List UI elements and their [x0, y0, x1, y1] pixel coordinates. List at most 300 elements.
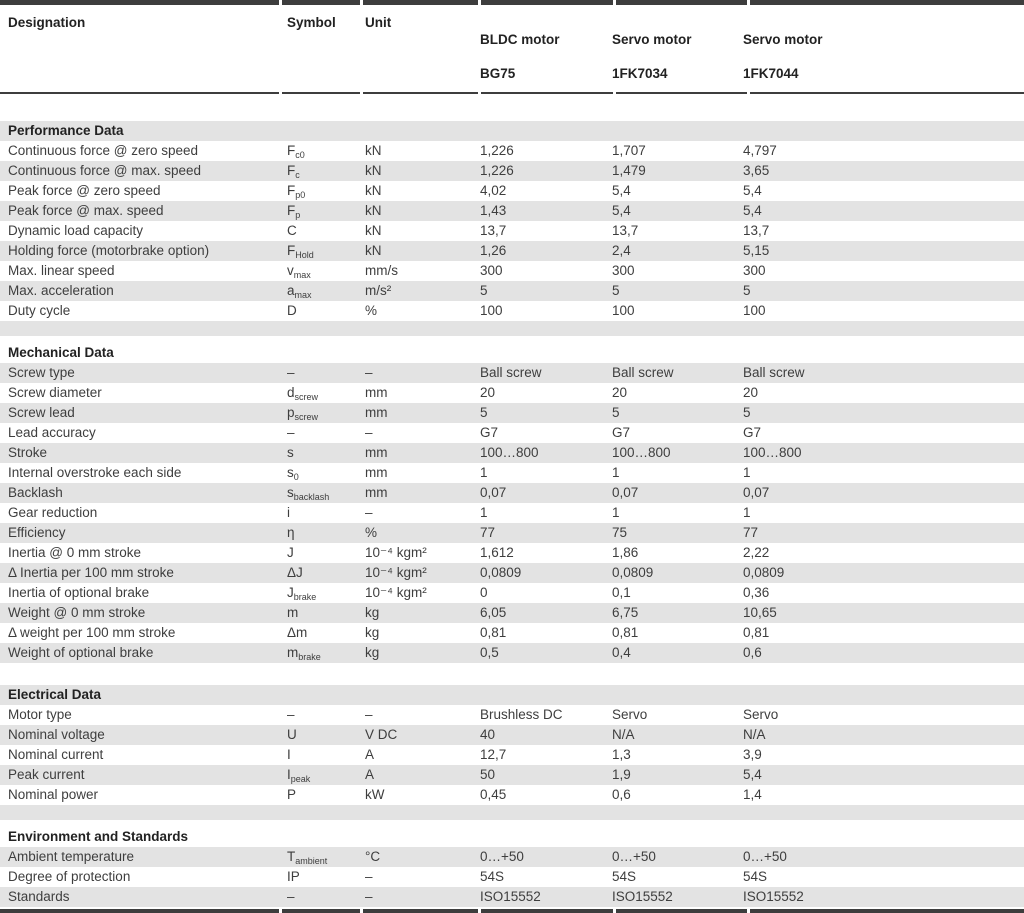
motor-name: Servo motor — [743, 32, 823, 47]
value-cell-bldc-bg75: 77 — [480, 525, 496, 540]
value-cell-servo-1fk7034: 2,4 — [612, 243, 631, 258]
designation-cell: Dynamic load capacity — [8, 223, 144, 238]
unit-cell: mm — [365, 385, 388, 400]
symbol-subscript: screw — [294, 412, 319, 422]
symbol-cell — [279, 745, 357, 765]
spec-row — [0, 583, 1024, 603]
value-cell-bldc-bg75: 6,05 — [480, 605, 507, 620]
section-title: Environment and Standards — [8, 829, 189, 844]
rule-segment — [363, 0, 478, 5]
symbol-base: I — [287, 747, 291, 762]
value-cell-servo-1fk7034: 1 — [612, 465, 620, 480]
symbol-subscript: Hold — [295, 250, 314, 260]
value-cell-servo-1fk7034: Ball screw — [612, 365, 674, 380]
designation-cell: Holding force (motorbrake option) — [8, 243, 210, 258]
symbol-subscript: 0 — [293, 472, 299, 482]
unit-cell: – — [365, 707, 373, 722]
section-title: Mechanical Data — [8, 345, 114, 360]
symbol-base: s — [287, 465, 294, 480]
rule-segment — [0, 909, 279, 913]
value-cell-bldc-bg75: 1,226 — [480, 143, 514, 158]
value-cell-servo-1fk7034: N/A — [612, 727, 635, 742]
rule-segment — [282, 0, 360, 5]
value-cell-servo-1fk7044: N/A — [743, 727, 766, 742]
value-cell-servo-1fk7044: 0,36 — [743, 585, 770, 600]
designation-cell: Backlash — [8, 485, 63, 500]
symbol-base: d — [287, 385, 295, 400]
spec-row — [0, 523, 1024, 543]
symbol-base: m — [287, 605, 299, 620]
spec-row — [0, 705, 1024, 725]
unit-cell: kN — [365, 223, 382, 238]
symbol-base: m — [287, 645, 299, 660]
symbol-cell — [279, 483, 357, 503]
value-cell-servo-1fk7034: 0,4 — [612, 645, 631, 660]
symbol-base: – — [287, 365, 295, 380]
top-rule — [0, 0, 1024, 5]
spec-row — [0, 887, 1024, 907]
spec-row — [0, 745, 1024, 765]
value-cell-servo-1fk7044: 0,0809 — [743, 565, 785, 580]
symbol-subscript: ambient — [295, 856, 328, 866]
spec-row — [0, 363, 1024, 383]
designation-cell: Efficiency — [8, 525, 66, 540]
motor-model: 1FK7044 — [743, 66, 799, 81]
designation-cell: Ambient temperature — [8, 849, 135, 864]
value-cell-bldc-bg75: 0,07 — [480, 485, 507, 500]
value-cell-bldc-bg75: 100 — [480, 303, 503, 318]
value-cell-servo-1fk7044: 10,65 — [743, 605, 777, 620]
rule-segment — [616, 909, 747, 913]
spec-row — [0, 443, 1024, 463]
column-header-bldc-bg75 — [472, 14, 604, 82]
value-cell-servo-1fk7034: 5,4 — [612, 183, 631, 198]
designation-cell: Nominal current — [8, 747, 104, 762]
rule-segment — [282, 92, 360, 94]
symbol-subscript: peak — [290, 774, 311, 784]
spec-row — [0, 725, 1024, 745]
value-cell-servo-1fk7034: 0,81 — [612, 625, 639, 640]
designation-cell: Motor type — [8, 707, 72, 722]
value-cell-servo-1fk7044: 3,9 — [743, 747, 762, 762]
unit-cell: 10⁻⁴ kgm² — [365, 585, 427, 600]
value-cell-bldc-bg75: 0 — [480, 585, 488, 600]
symbol-base: T — [287, 849, 296, 864]
symbol-base: D — [287, 303, 297, 318]
section-spacer — [0, 321, 1024, 336]
value-cell-servo-1fk7034: Servo — [612, 707, 648, 722]
symbol-subscript: p — [295, 210, 301, 220]
unit-cell: kg — [365, 625, 380, 640]
symbol-base: I — [287, 767, 291, 782]
symbol-cell — [279, 383, 357, 403]
symbol-base: F — [287, 163, 296, 178]
symbol-base: s — [287, 485, 294, 500]
unit-cell: A — [365, 747, 375, 762]
rule-segment — [750, 92, 1024, 94]
designation-cell: Screw lead — [8, 405, 75, 420]
spec-row — [0, 543, 1024, 563]
value-cell-servo-1fk7034: 1,9 — [612, 767, 631, 782]
symbol-cell — [279, 141, 357, 161]
unit-cell: mm — [365, 485, 388, 500]
spec-row — [0, 383, 1024, 403]
value-cell-servo-1fk7044: 0,81 — [743, 625, 770, 640]
motor-model: BG75 — [480, 66, 516, 81]
value-cell-bldc-bg75: 40 — [480, 727, 496, 742]
value-cell-servo-1fk7044: Ball screw — [743, 365, 805, 380]
symbol-base: ΔJ — [287, 565, 303, 580]
value-cell-bldc-bg75: 100…800 — [480, 445, 539, 460]
value-cell-servo-1fk7044: 1,4 — [743, 787, 762, 802]
symbol-cell — [279, 603, 357, 623]
symbol-base: p — [287, 405, 295, 420]
unit-cell: V DC — [365, 727, 398, 742]
value-cell-bldc-bg75: 0,0809 — [480, 565, 522, 580]
value-cell-servo-1fk7044: 3,65 — [743, 163, 770, 178]
symbol-base: F — [287, 243, 296, 258]
unit-cell: kg — [365, 605, 380, 620]
rule-segment — [616, 0, 747, 5]
value-cell-bldc-bg75: 1 — [480, 505, 488, 520]
value-cell-servo-1fk7044: 77 — [743, 525, 759, 540]
rule-segment — [282, 909, 360, 913]
symbol-cell — [279, 503, 357, 523]
unit-cell: °C — [365, 849, 381, 864]
value-cell-servo-1fk7034: 54S — [612, 869, 637, 884]
value-cell-bldc-bg75: 1,26 — [480, 243, 507, 258]
symbol-cell — [279, 523, 357, 543]
symbol-cell — [279, 563, 357, 583]
symbol-cell — [279, 785, 357, 805]
value-cell-servo-1fk7044: 20 — [743, 385, 759, 400]
designation-cell: Inertia @ 0 mm stroke — [8, 545, 141, 560]
value-cell-servo-1fk7034: 1,86 — [612, 545, 639, 560]
spec-row — [0, 785, 1024, 805]
spec-row — [0, 241, 1024, 261]
value-cell-servo-1fk7034: 75 — [612, 525, 628, 540]
designation-cell: Peak current — [8, 767, 85, 782]
section-spacer — [0, 805, 1024, 820]
designation-cell: Nominal voltage — [8, 727, 105, 742]
rule-segment — [750, 909, 1024, 913]
rule-segment — [481, 909, 613, 913]
designation-cell: Max. linear speed — [8, 263, 115, 278]
symbol-cell — [279, 847, 357, 867]
spec-row — [0, 201, 1024, 221]
unit-cell: A — [365, 767, 375, 782]
section-title: Electrical Data — [8, 687, 102, 702]
unit-cell: kN — [365, 143, 382, 158]
section-header-row — [0, 343, 1024, 363]
section-header-row — [0, 685, 1024, 705]
column-header-servo-1fk7044 — [735, 14, 1024, 82]
value-cell-servo-1fk7034: 1,707 — [612, 143, 646, 158]
spec-row — [0, 563, 1024, 583]
spec-row — [0, 281, 1024, 301]
symbol-subscript: backlash — [293, 492, 330, 502]
designation-cell: Lead accuracy — [8, 425, 96, 440]
designation-cell: Continuous force @ max. speed — [8, 163, 202, 178]
symbol-subscript: c0 — [295, 150, 305, 160]
symbol-base: J — [287, 585, 294, 600]
spec-row — [0, 161, 1024, 181]
designation-cell: Duty cycle — [8, 303, 71, 318]
motor-name: BLDC motor — [480, 32, 560, 47]
value-cell-bldc-bg75: 0,45 — [480, 787, 507, 802]
symbol-base: η — [287, 525, 295, 540]
motor-name: Servo motor — [612, 32, 692, 47]
symbol-cell — [279, 301, 357, 321]
rule-segment — [363, 92, 478, 94]
symbol-subscript: max — [294, 290, 312, 300]
symbol-base: P — [287, 787, 297, 802]
value-cell-servo-1fk7044: 100 — [743, 303, 766, 318]
value-cell-servo-1fk7044: 0…+50 — [743, 849, 787, 864]
symbol-base: s — [287, 445, 294, 460]
value-cell-servo-1fk7044: 0,07 — [743, 485, 770, 500]
value-cell-servo-1fk7034: 300 — [612, 263, 635, 278]
symbol-cell — [279, 867, 357, 887]
unit-cell: – — [365, 889, 373, 904]
value-cell-servo-1fk7044: 2,22 — [743, 545, 770, 560]
unit-cell: – — [365, 869, 373, 884]
rule-segment — [0, 92, 279, 94]
symbol-base: i — [287, 505, 290, 520]
symbol-base: – — [287, 707, 295, 722]
spec-row — [0, 867, 1024, 887]
value-cell-servo-1fk7044: ISO15552 — [743, 889, 804, 904]
spec-row — [0, 765, 1024, 785]
unit-cell: kg — [365, 645, 380, 660]
rule-segment — [750, 0, 1024, 5]
rule-segment — [616, 92, 747, 94]
symbol-base: – — [287, 425, 295, 440]
symbol-base: Δm — [287, 625, 308, 640]
symbol-cell — [279, 623, 357, 643]
symbol-cell — [279, 363, 357, 383]
symbol-cell — [279, 583, 357, 603]
spec-row — [0, 141, 1024, 161]
unit-cell: kN — [365, 243, 382, 258]
value-cell-servo-1fk7044: 54S — [743, 869, 768, 884]
value-cell-bldc-bg75: 12,7 — [480, 747, 507, 762]
value-cell-servo-1fk7044: 5 — [743, 405, 751, 420]
column-header-symbol: Symbol — [287, 15, 336, 30]
symbol-cell — [279, 725, 357, 745]
designation-cell: Nominal power — [8, 787, 99, 802]
column-header-unit: Unit — [365, 15, 392, 30]
value-cell-bldc-bg75: 5 — [480, 405, 488, 420]
spec-table-body — [0, 121, 1024, 907]
value-cell-bldc-bg75: 0,5 — [480, 645, 499, 660]
value-cell-servo-1fk7034: 0,07 — [612, 485, 639, 500]
value-cell-bldc-bg75: 300 — [480, 263, 503, 278]
section-title: Performance Data — [8, 123, 124, 138]
unit-cell: kN — [365, 203, 382, 218]
unit-cell: – — [365, 425, 373, 440]
spec-row — [0, 403, 1024, 423]
designation-cell: Internal overstroke each side — [8, 465, 182, 480]
spec-row — [0, 221, 1024, 241]
symbol-base: F — [287, 183, 296, 198]
spec-row — [0, 181, 1024, 201]
symbol-base: a — [287, 283, 295, 298]
section-spacer — [0, 663, 1024, 678]
unit-cell: mm — [365, 445, 388, 460]
symbol-cell — [279, 161, 357, 181]
symbol-cell — [279, 201, 357, 221]
unit-cell: – — [365, 365, 373, 380]
symbol-base: – — [287, 889, 295, 904]
symbol-cell — [279, 765, 357, 785]
spec-row — [0, 483, 1024, 503]
spec-row — [0, 261, 1024, 281]
designation-cell: Stroke — [8, 445, 48, 460]
value-cell-servo-1fk7044: 1 — [743, 505, 751, 520]
spec-row — [0, 603, 1024, 623]
bottom-rule — [0, 909, 1024, 913]
value-cell-bldc-bg75: 4,02 — [480, 183, 507, 198]
value-cell-servo-1fk7034: ISO15552 — [612, 889, 673, 904]
symbol-base: C — [287, 223, 297, 238]
symbol-cell — [279, 281, 357, 301]
symbol-base: IP — [287, 869, 300, 884]
value-cell-servo-1fk7044: 5,4 — [743, 203, 762, 218]
value-cell-servo-1fk7034: 0…+50 — [612, 849, 656, 864]
unit-cell: kW — [365, 787, 385, 802]
value-cell-servo-1fk7034: 6,75 — [612, 605, 639, 620]
value-cell-servo-1fk7034: 100 — [612, 303, 635, 318]
symbol-base: J — [287, 545, 294, 560]
value-cell-bldc-bg75: G7 — [480, 425, 499, 440]
value-cell-servo-1fk7034: 1,3 — [612, 747, 631, 762]
value-cell-bldc-bg75: 13,7 — [480, 223, 507, 238]
value-cell-servo-1fk7034: 100…800 — [612, 445, 671, 460]
value-cell-servo-1fk7044: 5,4 — [743, 183, 762, 198]
designation-cell: Max. acceleration — [8, 283, 114, 298]
symbol-subscript: max — [293, 270, 311, 280]
motor-model: 1FK7034 — [612, 66, 668, 81]
spec-row — [0, 503, 1024, 523]
value-cell-servo-1fk7044: 300 — [743, 263, 766, 278]
unit-cell: mm — [365, 465, 388, 480]
value-cell-bldc-bg75: 20 — [480, 385, 496, 400]
value-cell-servo-1fk7034: 5 — [612, 405, 620, 420]
symbol-cell — [279, 221, 357, 241]
unit-cell: % — [365, 525, 378, 540]
designation-cell: Δ weight per 100 mm stroke — [8, 625, 176, 640]
designation-cell: Δ Inertia per 100 mm stroke — [8, 565, 174, 580]
rule-segment — [481, 0, 613, 5]
symbol-subscript: brake — [293, 592, 317, 602]
spec-row — [0, 301, 1024, 321]
value-cell-bldc-bg75: 1,226 — [480, 163, 514, 178]
value-cell-servo-1fk7034: 0,1 — [612, 585, 631, 600]
unit-cell: kN — [365, 163, 382, 178]
value-cell-servo-1fk7034: G7 — [612, 425, 631, 440]
designation-cell: Degree of protection — [8, 869, 131, 884]
value-cell-bldc-bg75: 0…+50 — [480, 849, 524, 864]
value-cell-bldc-bg75: Ball screw — [480, 365, 542, 380]
designation-cell: Peak force @ zero speed — [8, 183, 161, 198]
designation-cell: Standards — [8, 889, 70, 904]
value-cell-servo-1fk7034: 5,4 — [612, 203, 631, 218]
column-header-designation: Designation — [8, 15, 86, 30]
unit-cell: m/s² — [365, 283, 392, 298]
value-cell-servo-1fk7044: 5,4 — [743, 767, 762, 782]
rule-segment — [0, 0, 279, 5]
value-cell-bldc-bg75: Brushless DC — [480, 707, 563, 722]
symbol-cell — [279, 643, 357, 663]
section-header-row — [0, 827, 1024, 847]
symbol-cell — [279, 463, 357, 483]
value-cell-bldc-bg75: 54S — [480, 869, 505, 884]
symbol-cell — [279, 261, 357, 281]
symbol-base: v — [287, 263, 294, 278]
symbol-cell — [279, 423, 357, 443]
symbol-cell — [279, 403, 357, 423]
symbol-cell — [279, 443, 357, 463]
unit-cell: mm — [365, 405, 388, 420]
value-cell-bldc-bg75: ISO15552 — [480, 889, 541, 904]
value-cell-bldc-bg75: 1 — [480, 465, 488, 480]
value-cell-bldc-bg75: 0,81 — [480, 625, 507, 640]
symbol-cell — [279, 241, 357, 261]
value-cell-servo-1fk7034: 5 — [612, 283, 620, 298]
symbol-cell — [279, 705, 357, 725]
value-cell-servo-1fk7044: 1 — [743, 465, 751, 480]
designation-cell: Screw type — [8, 365, 75, 380]
value-cell-bldc-bg75: 5 — [480, 283, 488, 298]
unit-cell: % — [365, 303, 378, 318]
column-header-row — [0, 5, 1024, 92]
spec-row — [0, 847, 1024, 867]
spec-row — [0, 643, 1024, 663]
symbol-subscript: c — [295, 170, 300, 180]
section-header-row — [0, 121, 1024, 141]
value-cell-servo-1fk7044: 0,6 — [743, 645, 762, 660]
spec-row — [0, 623, 1024, 643]
value-cell-bldc-bg75: 50 — [480, 767, 496, 782]
value-cell-servo-1fk7034: 1,479 — [612, 163, 646, 178]
designation-cell: Weight @ 0 mm stroke — [8, 605, 146, 620]
value-cell-servo-1fk7044: 13,7 — [743, 223, 770, 238]
value-cell-servo-1fk7034: 1 — [612, 505, 620, 520]
spec-row — [0, 463, 1024, 483]
designation-cell: Weight of optional brake — [8, 645, 154, 660]
unit-cell: – — [365, 505, 373, 520]
value-cell-servo-1fk7044: 5,15 — [743, 243, 770, 258]
value-cell-servo-1fk7044: 4,797 — [743, 143, 777, 158]
column-header-servo-1fk7034 — [604, 14, 735, 82]
unit-cell: mm/s — [365, 263, 398, 278]
symbol-subscript: brake — [298, 652, 321, 662]
value-cell-servo-1fk7034: 20 — [612, 385, 628, 400]
symbol-subscript: screw — [294, 392, 319, 402]
symbol-subscript: p0 — [295, 190, 306, 200]
value-cell-bldc-bg75: 1,612 — [480, 545, 514, 560]
designation-cell: Peak force @ max. speed — [8, 203, 164, 218]
symbol-base: F — [287, 203, 296, 218]
spec-row — [0, 423, 1024, 443]
rule-segment — [481, 92, 613, 94]
value-cell-servo-1fk7044: 100…800 — [743, 445, 802, 460]
designation-cell: Screw diameter — [8, 385, 102, 400]
value-cell-servo-1fk7044: 5 — [743, 283, 751, 298]
unit-cell: kN — [365, 183, 382, 198]
symbol-cell — [279, 543, 357, 563]
